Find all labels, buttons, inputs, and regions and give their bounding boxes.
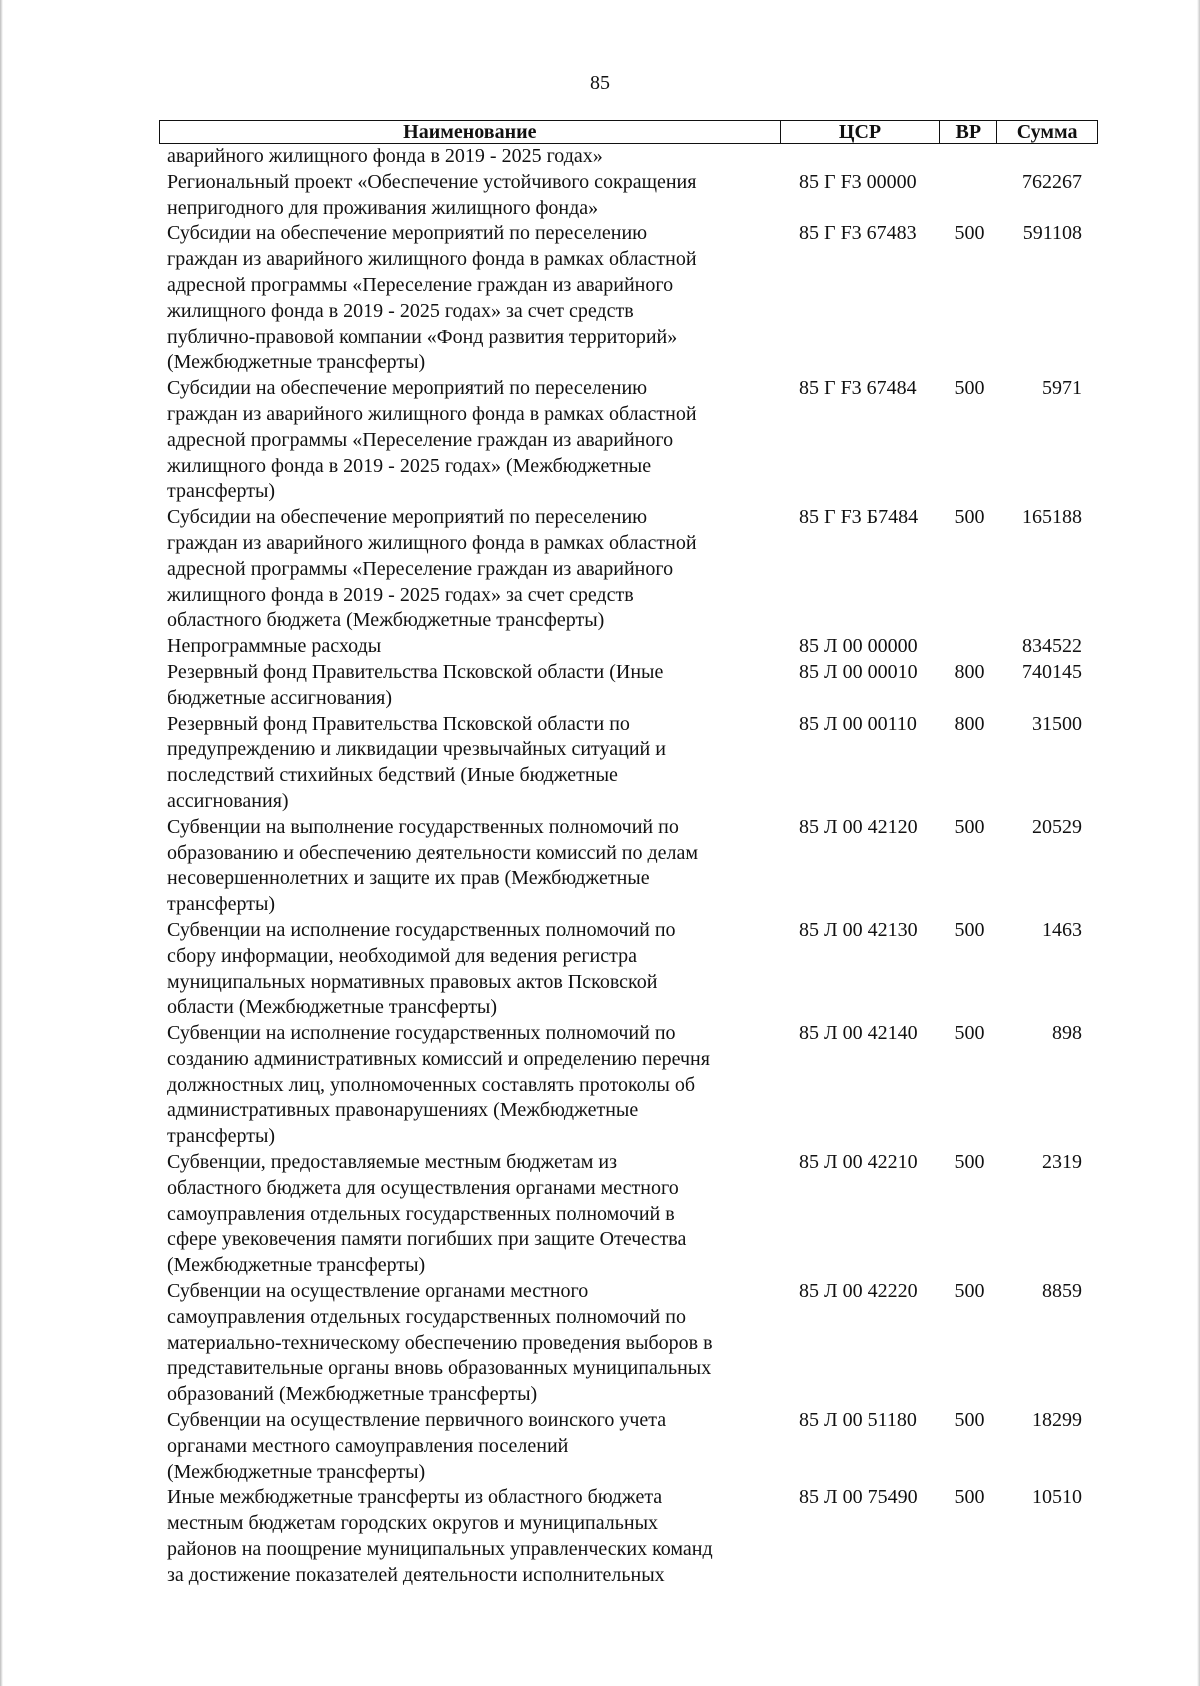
row-vr: 500: [954, 815, 985, 838]
row-vr: 500: [954, 1409, 985, 1432]
row-sum: 1463: [1042, 918, 1082, 941]
row-csr: 85 Л 00 51180: [799, 1409, 917, 1432]
table-row: [159, 1150, 1098, 1279]
row-vr: 500: [954, 1486, 985, 1509]
row-sum: 165188: [1022, 506, 1082, 529]
row-vr: [941, 170, 998, 222]
table-row: [159, 170, 1098, 222]
row-name: Субсидии на обеспечение мероприятий по переселению граждан из аварийного жилищного фонда в рамках областной адресной программы «Переселение граждан из аварийного жилищного фонда в 2019 - 2025 годах» (Межбюджетные трансферты): [167, 377, 697, 503]
row-name: Непрограммные расходы: [167, 635, 382, 658]
row-sum: 2319: [1042, 1151, 1082, 1174]
row-vr: 500: [954, 1280, 985, 1303]
row-sum: [998, 144, 1098, 170]
row-csr: 85 Г F3 67484: [799, 377, 917, 400]
table-row: [159, 712, 1098, 815]
row-csr: 85 Л 00 00010: [799, 660, 918, 683]
header-name: Наименование: [160, 121, 781, 143]
row-sum: 31500: [1032, 712, 1082, 735]
row-vr: 500: [954, 222, 985, 245]
row-sum: 5971: [1042, 377, 1082, 400]
row-csr: 85 Г F3 67483: [799, 222, 917, 245]
table-row: [159, 815, 1098, 918]
row-csr: 85 Л 00 00110: [799, 712, 917, 735]
row-sum: 898: [1052, 1022, 1082, 1045]
table-row: [159, 1021, 1098, 1150]
row-csr: 85 Л 00 75490: [799, 1486, 918, 1509]
row-csr: 85 Л 00 00000: [799, 635, 918, 658]
row-vr: 500: [954, 506, 985, 529]
row-name: Субвенции на исполнение государственных полномочий по созданию административных комиссий и определению перечня должностных лиц, уполномоченных составлять протоколы об административных правонарушениях (Межбюджетные трансферты): [167, 1022, 710, 1148]
table-row: [159, 1485, 1098, 1588]
row-name: Резервный фонд Правительства Псковской области по предупреждению и ликвидации чрезвычайных ситуаций и последствий стихийных бедствий (Иные бюджетные ассигнования): [167, 712, 666, 812]
page-number: 85: [590, 72, 610, 94]
row-csr: 85 Л 00 42210: [799, 1151, 918, 1174]
row-name: Субвенции на осуществление органами местного самоуправления отдельных государственных полномочий по материально-техническому обеспечению проведения выборов в представительные органы вновь образованных муниципальных образований (Межбюджетные трансферты): [167, 1280, 713, 1406]
row-name: Субвенции, предоставляемые местным бюджетам из областного бюджета для осуществления органами местного самоуправления отдельных государственных полномочий в сфере увековечения памяти погибших при защите Отечества (Межбюджетные трансферты): [167, 1151, 687, 1277]
row-sum: 20529: [1032, 815, 1082, 838]
row-sum: 762267: [1022, 170, 1082, 193]
row-name: Региональный проект «Обеспечение устойчивого сокращения непригодного для проживания жилищного фонда»: [167, 170, 697, 219]
row-csr: 85 Л 00 42220: [799, 1280, 918, 1303]
row-sum: 10510: [1032, 1486, 1082, 1509]
row-csr: 85 Л 00 42120: [799, 815, 918, 838]
row-sum: 18299: [1032, 1409, 1082, 1432]
row-vr: [941, 634, 998, 660]
row-csr: 85 Г F3 Б7484: [799, 506, 919, 529]
row-csr: 85 Г F3 00000: [799, 170, 917, 193]
header-vr: ВР: [940, 121, 997, 143]
table-header: [159, 120, 1098, 144]
scan-edge-left: [0, 0, 3, 1686]
row-sum: 834522: [1022, 635, 1082, 658]
table-row: [159, 1279, 1098, 1408]
row-name: Субсидии на обеспечение мероприятий по переселению граждан из аварийного жилищного фонда в рамках областной адресной программы «Переселение граждан из аварийного жилищного фонда в 2019 - 2025 годах» за счет средств областного бюджета (Межбюджетные трансферты): [167, 506, 697, 632]
row-vr: 500: [954, 377, 985, 400]
row-vr: 500: [954, 918, 985, 941]
row-name: Резервный фонд Правительства Псковской области (Иные бюджетные ассигнования): [167, 660, 664, 709]
row-vr: 500: [954, 1151, 985, 1174]
header-csr: ЦСР: [781, 121, 941, 143]
row-vr: 500: [954, 1022, 985, 1045]
row-csr: [781, 144, 941, 170]
row-name: Субвенции на исполнение государственных полномочий по сбору информации, необходимой для ведения регистра муниципальных нормативных правовых актов Псковской области (Межбюджетные трансферты): [167, 918, 676, 1019]
row-name: Субвенции на осуществление первичного воинского учета органами местного самоуправления поселений (Межбюджетные трансферты): [167, 1409, 667, 1483]
table-row: [159, 221, 1098, 376]
table-row: [159, 505, 1098, 634]
row-vr: 800: [954, 660, 985, 683]
table-body: [159, 144, 1098, 1589]
table-row: [159, 660, 1098, 712]
row-name: Иные межбюджетные трансферты из областного бюджета местным бюджетам городских округов и муниципальных районов на поощрение муниципальных управленческих команд за достижение показателей деятельности исполнительных: [167, 1486, 713, 1586]
table-row: [159, 634, 1098, 660]
row-sum: 591108: [1022, 222, 1082, 245]
row-name: аварийного жилищного фонда в 2019 - 2025 годах»: [167, 145, 603, 167]
row-name: Субсидии на обеспечение мероприятий по переселению граждан из аварийного жилищного фонда в рамках областной адресной программы «Переселение граждан из аварийного жилищного фонда в 2019 - 2025 годах» за счет средств публично-правовой компании «Фонд развития территорий» (Межбюджетные трансферты): [167, 222, 697, 374]
table-row: [159, 144, 1098, 170]
row-name: Субвенции на выполнение государственных полномочий по образованию и обеспечению деятельности комиссий по делам несовершеннолетних и защите их прав (Межбюджетные трансферты): [167, 815, 699, 916]
table-row: [159, 918, 1098, 1021]
row-vr: 800: [954, 712, 985, 735]
budget-table: [159, 120, 1098, 1589]
row-csr: 85 Л 00 42130: [799, 918, 918, 941]
row-sum: 740145: [1022, 660, 1082, 683]
header-sum: Сумма: [1016, 121, 1078, 143]
row-csr: 85 Л 00 42140: [799, 1022, 918, 1045]
table-row: [159, 1408, 1098, 1485]
table-row: [159, 376, 1098, 505]
row-sum: 8859: [1042, 1280, 1082, 1303]
row-vr: [941, 144, 998, 170]
